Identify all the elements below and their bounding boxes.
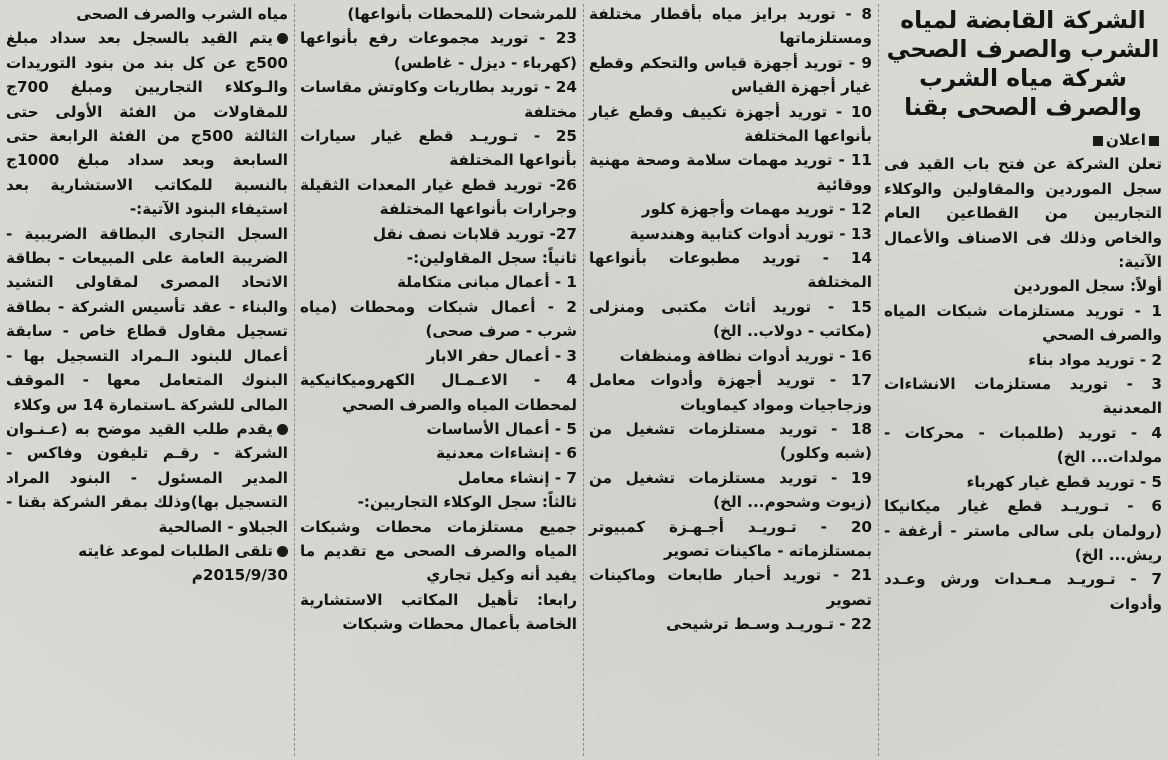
round-bullet-icon <box>277 424 288 435</box>
list-item: 7 - تـوريـد مـعـدات ورش وعـدد وأدوات <box>884 570 1162 613</box>
list-item: 6 - إنشاءات معدنية <box>436 444 577 463</box>
list-item: 4 - الاعـمـال الكهروميكانيكية لمحطات المياه والصرف الصحي <box>300 371 577 414</box>
list-item: 21 - توريد أحبار طابعات وماكينات تصوير <box>589 566 872 609</box>
section-title-contractors: ثانياً: سجل المقاولين:- <box>406 249 577 268</box>
list-item: 4 - توريد (طلمبات - محركات - مولدات... الخ) <box>884 423 1162 467</box>
deadline-paragraph: تلقى الطلبات لموعد غايته <box>6 539 288 563</box>
list-item: 16 - توريد أدوات نظافة ومنظفات <box>619 346 872 365</box>
column-3 <box>294 0 583 760</box>
square-bullet-icon <box>1149 136 1159 146</box>
agents-paragraph: جميع مستلزمات محطات وشبكات المياه والصرف الصحى مع تقديم ما يفيد أنه وكيل تجاري <box>300 517 577 585</box>
list-item: 2 - توريد مواد بناء <box>1028 350 1162 369</box>
list-item: 9 - توريد أجهزة قياس والتحكم وقطع غيار أجهزة القياس <box>589 53 872 97</box>
list-item: 2 - أعمال شبكات ومحطات (مياه شرب - صرف صحى) <box>300 297 577 341</box>
list-item: 24 - توريد بطاريات وكاوتش مقاسات مختلفة <box>300 78 577 121</box>
column-1 <box>878 0 1168 760</box>
headline-line: والصرف الصحى بقنا <box>904 93 1142 121</box>
list-item: 10 - توريد أجهزة تكييف وقطع غيار بأنواعها المختلفة <box>589 102 872 146</box>
list-item: 14 - توريد مطبوعات بأنواعها المختلفة <box>589 249 872 292</box>
headline-line: الشركة القابضة لمياه <box>900 6 1146 34</box>
list-item: 23 - توريد مجموعات رفع بأنواعها (كهرباء - ديزل - غاطس) <box>300 29 577 72</box>
list-item: 3 - أعمال حفر الابار <box>426 346 577 365</box>
list-item: 22 - تـوريـد وسـط ترشيحى <box>666 615 872 634</box>
list-item: 15 - توريد أثاث مكتبى ومنزلى (مكاتب - دولاب.. الخ) <box>589 297 872 341</box>
list-item: 5 - توريد قطع غيار كهرباء <box>966 472 1162 491</box>
section-title-consultants: رابعا: تأهيل المكاتب الاستشارية الخاصة بأعمال محطات وشبكات <box>300 590 577 634</box>
announcement-headline <box>884 6 1162 122</box>
list-item: للمرشحات (للمحطات بأنواعها) <box>347 5 577 23</box>
continuation-text: مياه الشرب والصرف الصحى <box>76 5 288 23</box>
section-title-suppliers: أولاً: سجل الموردين <box>1013 277 1162 296</box>
list-item: 1 - أعمال مبانى متكاملة <box>397 273 577 292</box>
list-item: 25 - تـوريـد قطع غيار سيارات بأنواعها المختلفة <box>300 127 577 170</box>
list-item: 5 - أعمال الأساسات <box>426 419 577 438</box>
list-item: 20 - تـوريـد أجـهـزة كمبيوتر بمستلزماته - ماكينات تصوير <box>589 517 872 560</box>
list-item: 8 - توريد برايز مياه بأقطار مختلفة ومستلزماتها <box>589 5 872 48</box>
section-title-agents: ثالثاً: سجل الوكلاء التجاريين:- <box>357 493 577 512</box>
square-bullet-icon <box>1093 136 1103 146</box>
column-4 <box>0 0 294 760</box>
list-item: 12 - توريد مهمات وأجهزة كلور <box>641 200 872 219</box>
column-2 <box>583 0 878 760</box>
list-item: 27- توريد قلابات نصف نقل <box>372 224 577 243</box>
request-paragraph: يقدم طلب القيد موضح به (عـنـوان الشركة - رقـم تليفون وفاكس - المدير المسئول - البنود المراد التسجيل بها)وذلك بمقر الشركة بقنا - الجبلاو - الصالحية <box>6 419 288 536</box>
headline-line: شركة مياه الشرب <box>919 64 1127 92</box>
round-bullet-icon <box>277 546 288 557</box>
list-item: 11 - توريد مهمات سلامة وصحة مهنية ووقائية <box>589 151 872 194</box>
list-item: 1 - توريد مستلزمات شبكات المياه والصرف الصحي <box>884 301 1162 345</box>
list-item: 3 - توريد مستلزمات الانشاءات المعدنية <box>884 375 1162 418</box>
documents-paragraph: السجل التجارى البطاقة الضريبية - الضريبة العامة على المبيعات - بطاقة الاتحاد المصرى لمقاولى التشيد والبناء - عقد تأسيس الشركة - بطاقة تسجيل مقاول قطاع خاص - سابقة أعمال للبنود الـمراد التسجيل بها - البنوك المتعامل معها - الموقف المالى للشركة ـاستمارة 14 س وكلاء <box>6 224 288 414</box>
intro-paragraph: تعلن الشركة عن فتح باب القيد فى سجل الموردين والمقاولين والوكلاء التجاريين من القطاعين العام والخاص وذلك فى الاصناف والأعمال الآتية: <box>884 155 1162 272</box>
list-item: 6 - تـوريـد قطع غيار ميكانيكا (رولمان بلى سالى ماستر - أرغفة - ريش... الخ) <box>884 497 1162 564</box>
list-item: 19 - توريد مستلزمات تشغيل من (زيوت وشحوم... الخ) <box>589 468 872 512</box>
list-item: 18 - توريد مستلزمات تشغيل من (شبه وكلور) <box>589 419 872 463</box>
headline-line: الشرب والصرف الصحي <box>886 35 1160 63</box>
fees-paragraph: يتم القيد بالسجل بعد سداد مبلغ 500ج عن كل بند من بنود التوريدات والـوكلاء التجاريين ومبلغ 700ج للمقاولات من الفئة الأولى حتى الثالثة 500ج من الفئة الرابعة حتى السابعة وبعد سداد مبلغ 1000ج بالنسبة للمكاتب الاستشارية بعد استيفاء البنود الآتية:- <box>6 29 288 219</box>
announce-label: اعلان <box>884 128 1162 152</box>
list-item: 26- توريد قطع غيار المعدات الثقيلة وجرارات بأنواعها المختلفة <box>300 175 577 219</box>
list-item: 7 - إنشاء معامل <box>457 468 577 487</box>
list-item: 17 - توريد أجهزة وأدوات معامل وزجاجيات ومواد كيماويات <box>589 371 872 414</box>
round-bullet-icon <box>277 33 288 44</box>
list-item: 13 - توريد أدوات كتابية وهندسية <box>629 224 872 243</box>
deadline-date: 2015/9/30م <box>191 566 288 585</box>
